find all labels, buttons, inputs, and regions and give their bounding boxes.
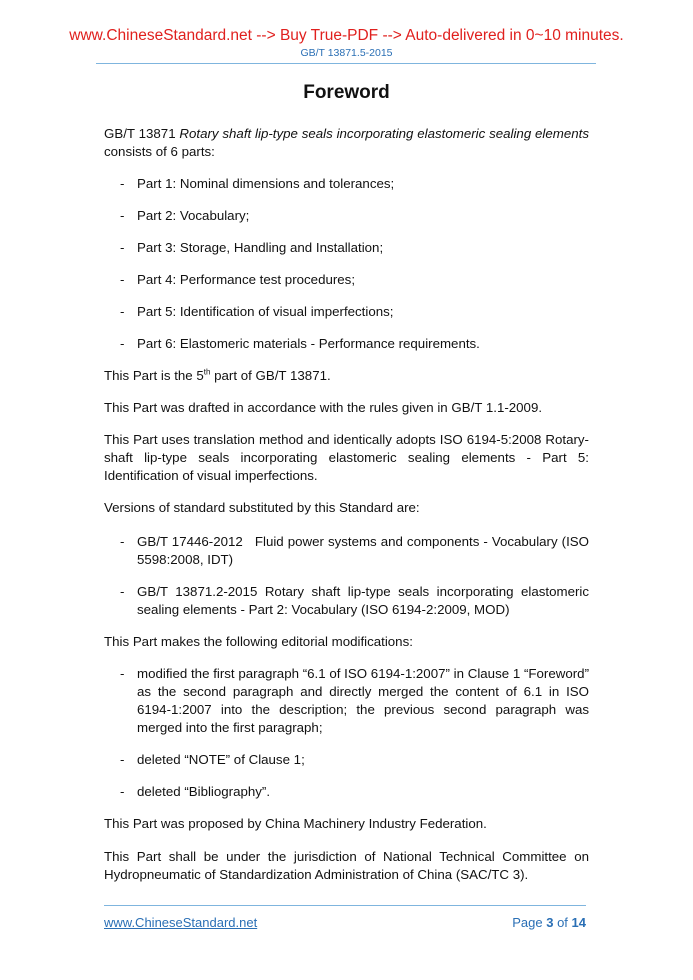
substituted-heading: Versions of standard substituted by this Standard are:: [104, 500, 420, 515]
dash: -: [120, 584, 125, 599]
page-label: Page: [512, 915, 547, 930]
dash: -: [120, 176, 125, 191]
list-item: [120, 207, 589, 225]
list-item: [120, 783, 589, 801]
list-item: [120, 335, 589, 353]
drafted-paragraph: This Part was drafted in accordance with the rules given in GB/T 1.1-2009.: [104, 400, 543, 415]
total-pages: 14: [571, 915, 586, 930]
part-of-text-end: part of GB/T 13871.: [210, 368, 331, 383]
list-item-text: Part 5: Identification of visual imperfections;: [137, 304, 394, 319]
dash: -: [120, 272, 125, 287]
list-item: [120, 533, 593, 569]
modifications-heading: This Part makes the following editorial modifications:: [104, 634, 413, 649]
list-item: [120, 175, 589, 193]
jurisdiction-paragraph: This Part shall be under the jurisdiction of National Technical Committee on Hydropneumatic of Standardization Administration of China (SAC/TC 3).: [104, 849, 589, 882]
list-item-text: GB/T 17446-2012 Fluid power systems and components - Vocabulary (ISO 5598:2008, IDT): [137, 534, 593, 567]
promo-banner[interactable]: www.ChineseStandard.net --> Buy True-PDF --> Auto-delivered in 0~10 minutes.: [69, 27, 624, 44]
intro-text-end: consists of 6 parts:: [104, 144, 215, 159]
page-number: [512, 915, 586, 930]
dash: -: [120, 304, 125, 319]
page-title: Foreword: [303, 82, 390, 103]
list-item: [120, 239, 589, 257]
translation-paragraph: This Part uses translation method and identically adopts ISO 6194-5:2008 Rotary-shaft lip-type seals incorporating elastomeric sealing elements - Part 5: Identification of visual imperfections.: [104, 432, 589, 483]
footer-rule: [104, 905, 586, 906]
list-item-text: Part 1: Nominal dimensions and tolerances;: [137, 176, 395, 191]
header-rule: [96, 63, 596, 64]
part-of-paragraph: [104, 367, 589, 385]
of-label: of: [553, 915, 572, 930]
dash: -: [120, 534, 125, 549]
current-page: 3: [546, 915, 554, 930]
part-of-text: This Part is the 5: [104, 368, 204, 383]
dash: -: [120, 240, 125, 255]
list-item-text: Part 3: Storage, Handling and Installation;: [137, 240, 384, 255]
dash: -: [120, 336, 125, 351]
list-item: [120, 303, 589, 321]
list-item-text: Part 2: Vocabulary;: [137, 208, 250, 223]
document-id: GB/T 13871.5-2015: [300, 47, 393, 59]
intro-text: GB/T 13871: [104, 126, 180, 141]
intro-title: Rotary shaft lip-type seals incorporating elastomeric sealing elements: [179, 126, 589, 141]
list-item-text: modified the first paragraph “6.1 of ISO 6194-1:2007” in Clause 1 “Foreword” as the second paragraph and directly merged the content of 6.1 in ISO 6194-1:2007 into the description; the previous second paragraph was merged into the first paragraph;: [137, 666, 589, 735]
ordinal-suffix: th: [203, 367, 211, 377]
list-item-text: Part 6: Elastomeric materials - Performance requirements.: [137, 336, 480, 351]
list-item-text: deleted “Bibliography”.: [137, 784, 271, 799]
list-item: [120, 751, 589, 769]
list-item: [120, 271, 589, 289]
dash: -: [120, 784, 125, 799]
dash: -: [120, 752, 125, 767]
list-item: [120, 583, 589, 619]
list-item-text: deleted “NOTE” of Clause 1;: [137, 752, 305, 767]
list-item: [120, 665, 589, 737]
list-item-text: Part 4: Performance test procedures;: [137, 272, 356, 287]
list-item-text: GB/T 13871.2-2015 Rotary shaft lip-type seals incorporating elastomeric sealing elements - Part 2: Vocabulary (ISO 6194-2:2009, MOD): [137, 584, 589, 617]
proposed-paragraph: This Part was proposed by China Machinery Industry Federation.: [104, 816, 487, 831]
dash: -: [120, 666, 125, 681]
footer-website-link[interactable]: www.ChineseStandard.net: [104, 915, 258, 930]
dash: -: [120, 208, 125, 223]
intro-paragraph: [104, 125, 589, 161]
